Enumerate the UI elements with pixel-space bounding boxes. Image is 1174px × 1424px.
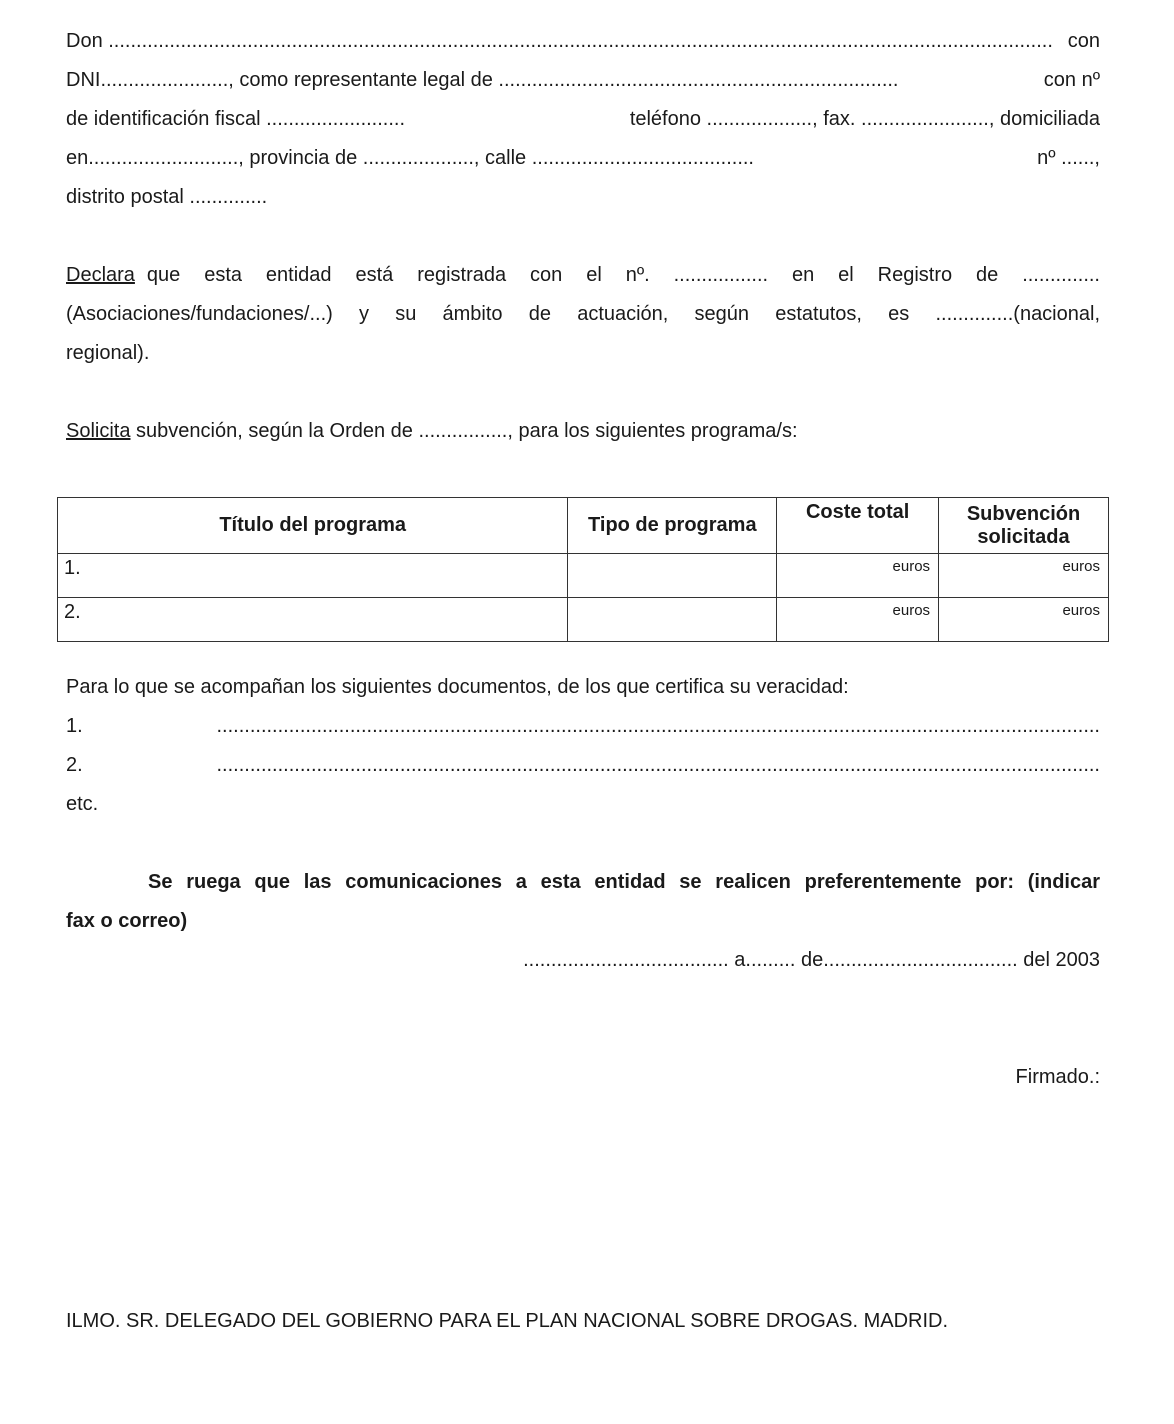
postal-district-field[interactable]: distrito postal .............. [66, 186, 268, 208]
dni-and-entity-field[interactable]: DNI......................., como representante legal de ........................................................................ [66, 69, 899, 91]
identification-line-1 [66, 22, 1100, 61]
documents-intro: Para lo que se acompañan los siguientes documentos, de los que certifica su veracidad: [66, 676, 849, 698]
list-item [66, 746, 1100, 785]
document-field[interactable]: ............................................................................................................................................................... [216, 754, 1100, 776]
program-title-cell[interactable]: 1. [58, 554, 568, 598]
identification-line-3 [66, 100, 1100, 139]
request-line [66, 412, 1100, 451]
program-title-cell[interactable]: 2. [58, 598, 568, 642]
date-line[interactable]: ..................................... a......... de................................... del 2003 [523, 949, 1100, 971]
document-number: 2. [66, 754, 83, 776]
request-text[interactable]: subvención, según la Orden de ................, para los siguientes programa/s: [136, 420, 798, 442]
identification-line-2 [66, 61, 1100, 100]
total-cost-cell[interactable]: euros [777, 598, 939, 642]
signature-label: Firmado.: [1015, 1066, 1100, 1088]
number-label: con nº [1043, 69, 1100, 91]
application-form [66, 22, 1100, 451]
spacer [66, 824, 1100, 863]
communication-line-2: fax o correo) [66, 910, 188, 932]
street-number-field[interactable]: nº ......, [1037, 147, 1100, 169]
program-type-cell[interactable] [568, 598, 777, 642]
identification-line-4 [66, 139, 1100, 178]
header-total-cost: Coste total [777, 498, 939, 554]
header-program-type: Tipo de programa [568, 498, 777, 554]
total-cost-cell[interactable]: euros [777, 554, 939, 598]
with-label: con [1067, 30, 1100, 52]
declaration-line-1 [66, 256, 1100, 295]
declaration-line-3: regional). [66, 342, 150, 364]
document-number: 1. [66, 715, 83, 737]
phone-fax-field[interactable]: teléfono ..................., fax. ......................., domiciliada [629, 108, 1100, 130]
spacer [66, 217, 1100, 256]
spacer [66, 980, 1100, 1058]
table-row [58, 554, 1109, 598]
spacer [66, 373, 1100, 412]
declaration-line-2[interactable]: (Asociaciones/fundaciones/...) y su ámbito de actuación, según estatutos, es ..............(nacional, [66, 303, 1100, 325]
program-type-cell[interactable] [568, 554, 777, 598]
list-item [66, 707, 1100, 746]
declaration-registry-text[interactable]: que esta entidad está registrada con el nº. ................. en el Registro de .............. [146, 264, 1100, 286]
addressee: ILMO. SR. DELEGADO DEL GOBIERNO PARA EL PLAN NACIONAL SOBRE DROGAS. MADRID. [66, 1310, 949, 1332]
table-row [58, 598, 1109, 642]
header-subsidy-requested: Subvención solicitada [939, 498, 1109, 554]
document-field[interactable]: ............................................................................................................................................................... [216, 715, 1100, 737]
table-header-row [58, 498, 1109, 554]
program-table [57, 497, 1109, 642]
subsidy-cell[interactable]: euros [939, 598, 1109, 642]
documents-etc: etc. [66, 793, 99, 815]
tax-id-field[interactable]: de identificación fiscal ......................... [66, 108, 406, 130]
communication-line-1 [66, 863, 1100, 902]
communication-text-1: Se ruega que las comunicaciones a esta entidad se realicen preferentemente por: (indicar [148, 871, 1100, 893]
declaration-keyword: Declara [66, 264, 135, 286]
subsidy-cell[interactable]: euros [939, 554, 1109, 598]
name-field[interactable]: Don .......................................................................................................................................................................... [66, 30, 1053, 52]
address-field[interactable]: en..........................., provincia de ...................., calle ........................................ [66, 147, 754, 169]
request-keyword: Solicita [66, 420, 131, 442]
header-program-title: Título del programa [58, 498, 568, 554]
documents-section [66, 668, 1100, 1097]
